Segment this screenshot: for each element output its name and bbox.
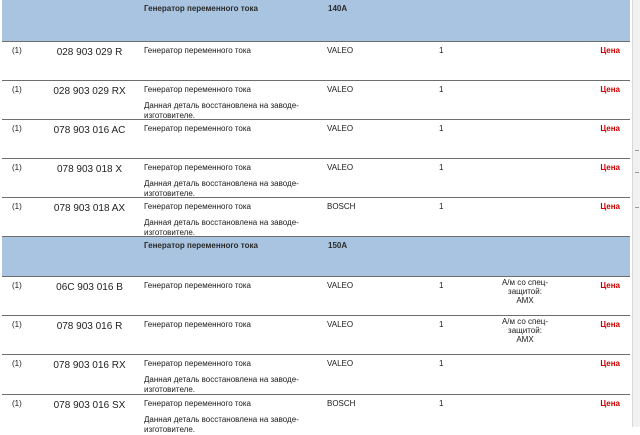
application-note-line: защитой:: [508, 287, 542, 296]
part-name: Генератор переменного тока: [144, 124, 252, 133]
application-note-line: AMX: [516, 335, 534, 344]
part-note: Данная деталь восстановлена на заводе-изготовителе.: [144, 218, 299, 237]
part-quantity: 1: [439, 85, 444, 94]
price-link[interactable]: Цена: [600, 359, 620, 368]
part-brand: BOSCH: [327, 399, 356, 408]
part-number: 078 903 018 AX: [53, 203, 126, 214]
part-name: Генератор переменного тока: [144, 359, 252, 368]
table-row: [2, 355, 630, 395]
row-index: (1): [12, 320, 22, 329]
table-row: [2, 81, 630, 120]
group-amperage: 150A: [328, 241, 348, 250]
part-note: Данная деталь восстановлена на заводе-изготовителе.: [144, 179, 299, 198]
table-row: [2, 316, 630, 355]
row-index: (1): [12, 281, 22, 290]
part-number: 078 903 016 SX: [53, 400, 126, 411]
scrollbar-tick: [635, 172, 639, 173]
price-link[interactable]: Цена: [600, 320, 620, 329]
table-row: [2, 42, 630, 81]
group-title: Генератор переменного тока: [144, 241, 258, 250]
part-number: 078 903 016 AC: [53, 125, 126, 136]
price-link[interactable]: Цена: [600, 202, 620, 211]
group-header-row: [2, 237, 630, 277]
part-brand: VALEO: [327, 46, 354, 55]
part-name: Генератор переменного тока: [144, 85, 252, 94]
price-link[interactable]: Цена: [600, 281, 620, 290]
part-number: 028 903 029 R: [56, 47, 123, 58]
part-name: Генератор переменного тока: [144, 399, 252, 408]
row-index: (1): [12, 399, 22, 408]
part-name: Генератор переменного тока: [144, 202, 252, 211]
part-quantity: 1: [439, 163, 444, 172]
part-brand: VALEO: [327, 124, 354, 133]
part-number: 078 903 016 R: [56, 321, 123, 332]
price-link[interactable]: Цена: [600, 85, 620, 94]
table-row: [2, 395, 630, 435]
part-quantity: 1: [439, 46, 444, 55]
part-number: 028 903 029 RX: [53, 86, 126, 97]
vertical-scrollbar[interactable]: [632, 0, 640, 427]
part-quantity: 1: [439, 320, 444, 329]
part-name: Генератор переменного тока: [144, 281, 252, 290]
part-quantity: 1: [439, 281, 444, 290]
row-index: (1): [12, 359, 22, 368]
application-note-line: А/м со спец-: [501, 278, 549, 287]
application-note-line: А/м со спец-: [501, 317, 549, 326]
part-brand: VALEO: [327, 359, 354, 368]
part-name: Генератор переменного тока: [144, 163, 252, 172]
table-row: [2, 198, 630, 237]
part-note: Данная деталь восстановлена на заводе-изготовителе.: [144, 101, 299, 120]
part-note: Данная деталь восстановлена на заводе-изготовителе.: [144, 375, 299, 394]
part-brand: VALEO: [327, 163, 354, 172]
row-index: (1): [12, 85, 22, 94]
group-header-row: [2, 0, 630, 42]
part-name: Генератор переменного тока: [144, 46, 252, 55]
row-index: (1): [12, 46, 22, 55]
application-note-line: защитой:: [508, 326, 542, 335]
group-title: Генератор переменного тока: [144, 4, 258, 13]
application-note-line: AMX: [516, 296, 534, 305]
part-note: Данная деталь восстановлена на заводе-изготовителе.: [144, 415, 299, 434]
application-note: [490, 278, 560, 305]
part-quantity: 1: [439, 124, 444, 133]
price-link[interactable]: Цена: [600, 399, 620, 408]
table-row: [2, 277, 630, 316]
row-index: (1): [12, 202, 22, 211]
price-link[interactable]: Цена: [600, 46, 620, 55]
table-row: [2, 120, 630, 159]
price-link[interactable]: Цена: [600, 163, 620, 172]
part-quantity: 1: [439, 359, 444, 368]
part-quantity: 1: [439, 399, 444, 408]
group-amperage: 140A: [328, 4, 348, 13]
part-number: 078 903 016 RX: [53, 360, 126, 371]
scrollbar-tick: [635, 150, 639, 151]
row-index: (1): [12, 124, 22, 133]
table-row: [2, 159, 630, 198]
part-brand: BOSCH: [327, 202, 356, 211]
application-note: [490, 317, 560, 344]
part-name: Генератор переменного тока: [144, 320, 252, 329]
part-brand: VALEO: [327, 281, 354, 290]
price-link[interactable]: Цена: [600, 124, 620, 133]
part-brand: VALEO: [327, 320, 354, 329]
part-number: 078 903 018 X: [56, 164, 123, 175]
part-quantity: 1: [439, 202, 444, 211]
part-number: 06C 903 016 B: [56, 282, 123, 293]
part-brand: VALEO: [327, 85, 354, 94]
row-index: (1): [12, 163, 22, 172]
scrollbar-tick: [635, 207, 639, 208]
